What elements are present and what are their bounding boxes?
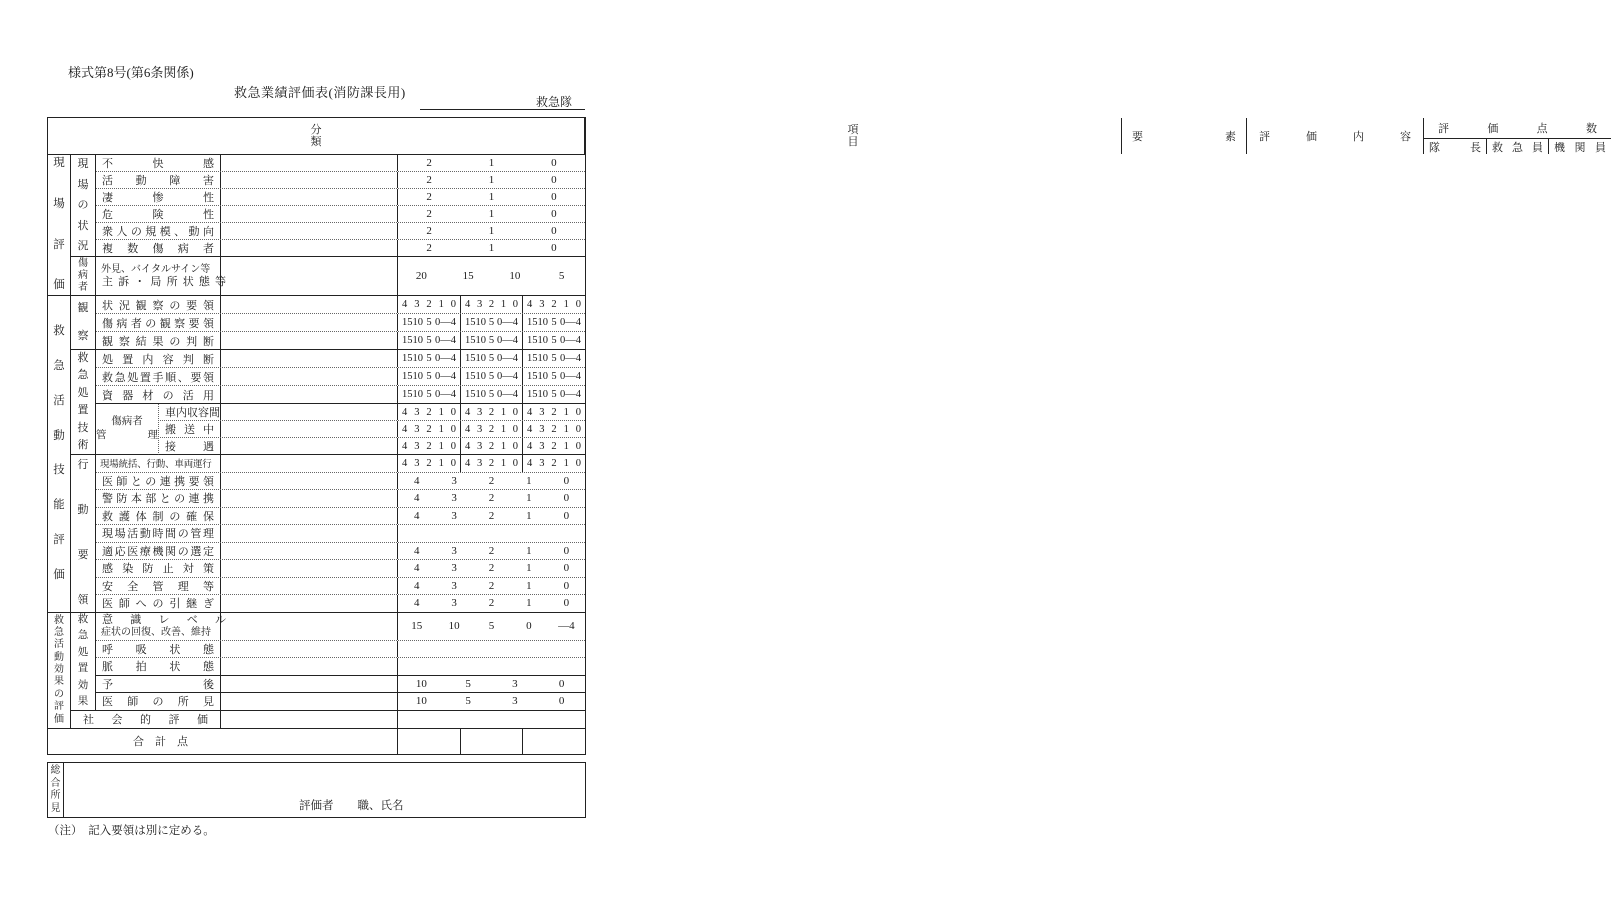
item-cell-treatment-effect: 救 急 処 置 効 果 bbox=[71, 613, 96, 711]
table-row bbox=[48, 296, 585, 314]
table-row bbox=[48, 641, 585, 659]
table-row bbox=[48, 613, 585, 641]
points-cell bbox=[398, 658, 585, 675]
content-cell bbox=[221, 314, 398, 331]
table-row bbox=[48, 386, 585, 404]
content-cell bbox=[221, 455, 398, 472]
header-category: 分 類 bbox=[48, 118, 585, 154]
table-row bbox=[48, 155, 585, 172]
patient-management-cell bbox=[96, 404, 159, 455]
element-label: 衆 人 の 規 模 、 動 向 bbox=[102, 226, 214, 238]
points-cell: 4 3 2 1 0 4 3 2 1 0 4 3 2 1 0 bbox=[398, 455, 585, 472]
table-row bbox=[48, 368, 585, 386]
table-row bbox=[48, 693, 585, 711]
content-cell bbox=[221, 386, 398, 403]
points-cell: 4 3 2 1 0 4 3 2 1 0 4 3 2 1 0 bbox=[398, 296, 585, 313]
points-cell: 4 3 2 1 0 bbox=[413, 474, 570, 487]
header-captain: 隊 長 bbox=[1429, 141, 1481, 154]
points-cell: 2 1 0 bbox=[426, 208, 557, 220]
element-label: 適 応 医 療 機 関 の 選 定 bbox=[102, 545, 214, 558]
points-cell: 4 3 2 1 0 bbox=[413, 562, 570, 575]
table-row bbox=[48, 455, 585, 473]
squad-name-field bbox=[420, 93, 585, 110]
header-element: 要 素 bbox=[1122, 118, 1247, 154]
points-cell: 2 1 0 bbox=[426, 174, 557, 186]
points-cell bbox=[398, 641, 585, 658]
table-row bbox=[48, 490, 585, 508]
points-cell: 4 3 2 1 0 bbox=[413, 509, 570, 522]
element-label: 現 場 活 動 時 間 の 管 理 bbox=[102, 528, 214, 541]
table-row bbox=[48, 508, 585, 526]
content-cell bbox=[221, 155, 398, 171]
content-cell bbox=[221, 421, 398, 437]
overall-findings-area bbox=[64, 763, 585, 817]
content-cell bbox=[221, 525, 398, 542]
points-cell: 2 1 0 bbox=[426, 157, 557, 169]
content-cell bbox=[221, 223, 398, 239]
content-cell bbox=[221, 658, 398, 675]
header-item: 項 目 bbox=[585, 118, 1122, 154]
table-row bbox=[48, 560, 585, 578]
content-cell bbox=[221, 438, 398, 454]
squad-label: 救急隊 bbox=[535, 95, 572, 109]
element-label: 安 全 管 理 等 bbox=[102, 580, 214, 593]
evaluation-table bbox=[47, 117, 1606, 755]
element-label: 脈 拍 状 態 bbox=[102, 661, 214, 674]
content-cell bbox=[221, 206, 398, 222]
category-cell-skill: 救 急 活 動 技 能 評 価 bbox=[48, 296, 71, 613]
points-cell: 10 5 3 0 bbox=[415, 677, 565, 690]
points-cell: 4 3 2 1 0 4 3 2 1 0 4 3 2 1 0 bbox=[398, 438, 585, 454]
table-row bbox=[48, 711, 585, 729]
table-row bbox=[48, 223, 585, 240]
item-cell-scene-situation: 現 場 の 状 況 bbox=[71, 155, 96, 257]
points-cell: 4 3 2 1 0 bbox=[413, 492, 570, 505]
points-cell: 4 3 2 1 0 bbox=[413, 544, 570, 557]
content-cell bbox=[221, 543, 398, 560]
element-label: 観 察 結 果 の 判 断 bbox=[102, 335, 214, 348]
points-cell bbox=[398, 525, 585, 542]
content-cell bbox=[221, 595, 398, 612]
total-points bbox=[398, 729, 585, 754]
points-cell: 4 3 2 1 0 4 3 2 1 0 4 3 2 1 0 bbox=[398, 404, 585, 420]
content-cell bbox=[221, 350, 398, 367]
element-label: 接 遇 bbox=[165, 441, 214, 453]
header-paramedic: 救 急 員 bbox=[1486, 139, 1548, 154]
table-row bbox=[48, 525, 585, 543]
points-cell: 2 1 0 bbox=[426, 191, 557, 203]
element-label: 医 師 へ の 引 継 ぎ bbox=[102, 598, 214, 611]
content-cell bbox=[221, 711, 398, 728]
element-label: 複 数 傷 病 者 bbox=[102, 243, 214, 255]
points-cell: 20 15 10 5 bbox=[415, 270, 565, 282]
content-cell bbox=[221, 560, 398, 577]
element-label: 活 動 障 害 bbox=[102, 175, 214, 187]
element-label: 医 師 の 所 見 bbox=[102, 696, 214, 709]
element-label: 意 識 レ ベ ル bbox=[102, 613, 226, 626]
points-cell: 4 3 2 1 0 bbox=[413, 597, 570, 610]
element-label: 予 後 bbox=[102, 678, 214, 691]
content-cell bbox=[221, 404, 398, 420]
content-cell bbox=[221, 613, 398, 640]
element-label: 呼 吸 状 態 bbox=[102, 643, 214, 656]
content-cell bbox=[221, 578, 398, 595]
overall-findings-box bbox=[47, 762, 586, 818]
patient-management-line1: 傷病者 bbox=[111, 416, 143, 427]
category-cell-scene: 現 場 評 価 bbox=[48, 155, 71, 296]
table-row bbox=[48, 578, 585, 596]
total-row bbox=[48, 729, 585, 754]
content-cell bbox=[221, 240, 398, 256]
element-label: 資 器 材 の 活 用 bbox=[102, 389, 214, 402]
header-points bbox=[1424, 118, 1611, 154]
item-cell-observation: 観 察 bbox=[71, 296, 96, 350]
points-cell: 15 10 5 0 —4 bbox=[411, 620, 575, 632]
points-cell: 10 5 3 0 bbox=[415, 695, 565, 708]
table-row bbox=[48, 240, 585, 257]
content-cell bbox=[221, 368, 398, 385]
table-row bbox=[48, 658, 585, 676]
table-row bbox=[48, 473, 585, 491]
points-cell bbox=[398, 711, 585, 728]
table-row bbox=[48, 543, 585, 561]
content-cell bbox=[221, 296, 398, 313]
page-title: 救急業績評価表(消防課長用) bbox=[234, 85, 406, 100]
footnote: （注） 記入要領は別に定める。 bbox=[48, 825, 215, 837]
points-cell: 1510 5 0—4 1510 5 0—4 1510 5 0—4 bbox=[398, 368, 585, 385]
overall-findings-label: 総 合 所 見 bbox=[48, 763, 64, 817]
points-cell: 1510 5 0—4 1510 5 0—4 1510 5 0—4 bbox=[398, 314, 585, 331]
table-row bbox=[48, 172, 585, 189]
content-cell bbox=[221, 641, 398, 658]
points-cell: 1510 5 0—4 1510 5 0—4 1510 5 0—4 bbox=[398, 350, 585, 367]
table-row bbox=[48, 314, 585, 332]
item-cell-action-rules: 行 動 要 領 bbox=[71, 455, 96, 613]
content-cell bbox=[221, 172, 398, 188]
points-cell: 2 1 0 bbox=[426, 242, 557, 254]
element-label: 処 置 内 容 判 断 bbox=[102, 353, 214, 366]
table-row bbox=[48, 676, 585, 694]
content-cell bbox=[221, 189, 398, 205]
element-label: 傷 病 者 の 観 察 要 領 bbox=[102, 317, 214, 330]
header-engineer: 機 関 員 bbox=[1548, 139, 1611, 154]
table-row bbox=[48, 332, 585, 350]
item-cell-patient: 傷 病 者 bbox=[71, 257, 96, 296]
content-cell bbox=[221, 257, 398, 295]
table-row bbox=[48, 257, 585, 296]
element-label: 症状の回復、改善、維持 bbox=[101, 626, 211, 638]
table-header-row bbox=[48, 118, 1606, 155]
element-label: 不 快 感 bbox=[102, 158, 214, 170]
element-label: 医 師 と の 連 携 要 領 bbox=[102, 475, 214, 488]
table-row bbox=[48, 595, 585, 613]
element-label: 外見、バイタルサイン等 bbox=[101, 263, 211, 275]
evaluator-fields: 職、氏名 bbox=[357, 800, 404, 812]
evaluator-line bbox=[299, 797, 404, 813]
element-label: 状 況 観 察 の 要 領 bbox=[102, 299, 214, 312]
points-cell: 4 3 2 1 0 bbox=[413, 579, 570, 592]
form-number: 様式第8号(第6条関係) bbox=[68, 65, 194, 80]
header-points-title: 評 価 点 数 bbox=[1424, 118, 1611, 139]
element-label: 救 急 処 置 手 順 、 要 領 bbox=[102, 371, 214, 384]
element-label: 凄 惨 性 bbox=[102, 192, 214, 204]
element-label: 感 染 防 止 対 策 bbox=[102, 563, 214, 576]
item-cell-treatment-skill: 救 急 処 置 技 術 bbox=[71, 350, 96, 455]
content-cell bbox=[221, 490, 398, 507]
category-cell-effect: 救 急 活 動 効 果 の 評 価 bbox=[48, 613, 71, 729]
content-cell bbox=[221, 693, 398, 710]
points-cell: 1510 5 0—4 1510 5 0—4 1510 5 0—4 bbox=[398, 332, 585, 349]
element-label: 車 内 収 容 間 bbox=[165, 407, 220, 419]
patient-management-line2: 管 理 bbox=[96, 429, 158, 441]
element-label: 社 会 的 評 価 bbox=[83, 714, 208, 726]
content-cell bbox=[221, 676, 398, 693]
content-cell bbox=[221, 332, 398, 349]
points-cell: 4 3 2 1 0 4 3 2 1 0 4 3 2 1 0 bbox=[398, 421, 585, 437]
content-cell bbox=[221, 473, 398, 490]
points-cell: 2 1 0 bbox=[426, 225, 557, 237]
evaluator-label: 評価者 bbox=[299, 800, 334, 812]
table-row bbox=[48, 206, 585, 223]
element-label: 搬 送 中 bbox=[165, 424, 214, 436]
element-label: 主 訴 ・ 局 所 状 態 等 bbox=[102, 275, 226, 288]
element-label: 現場統括、行動、車両運行 bbox=[100, 460, 212, 471]
element-label: 危 険 性 bbox=[102, 209, 214, 221]
element-label: 救 護 体 制 の 確 保 bbox=[102, 510, 214, 523]
header-content: 評 価 内 容 bbox=[1247, 118, 1424, 154]
element-label: 警 防 本 部 と の 連 携 bbox=[102, 493, 214, 506]
table-row bbox=[48, 350, 585, 368]
table-row bbox=[48, 189, 585, 206]
content-cell bbox=[221, 508, 398, 525]
points-cell: 1510 5 0—4 1510 5 0—4 1510 5 0—4 bbox=[398, 386, 585, 403]
total-label: 合 計 点 bbox=[133, 736, 188, 748]
